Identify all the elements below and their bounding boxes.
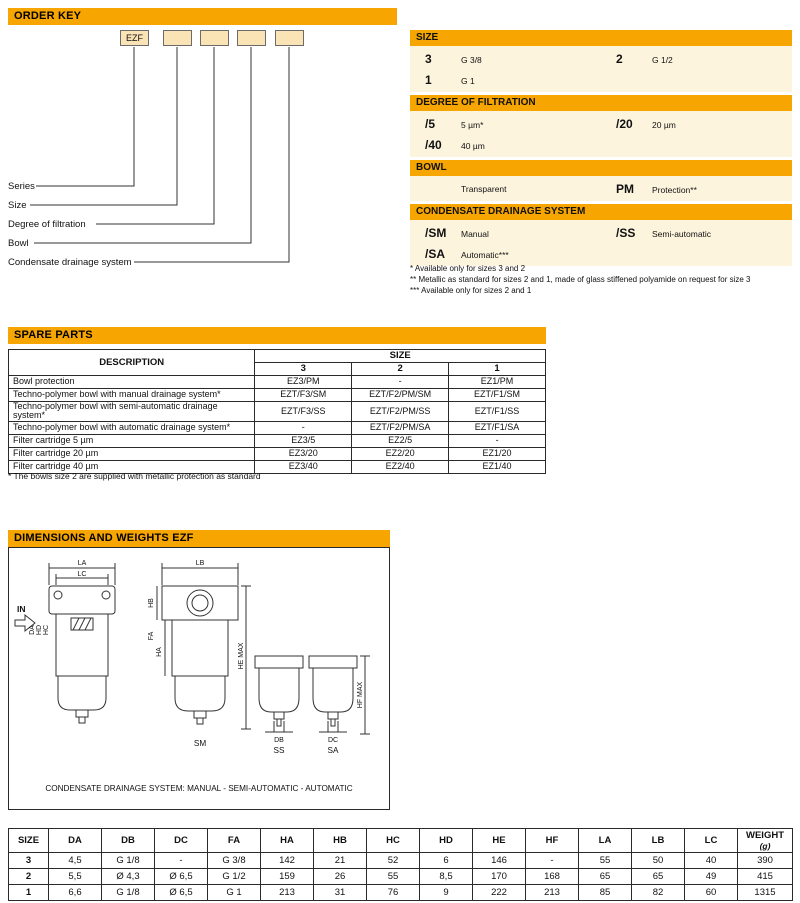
spare-parts-col-size: SIZE — [255, 350, 546, 363]
spare-parts-row — [9, 402, 546, 422]
dim-da-label: DA — [29, 625, 36, 635]
filtration-option — [601, 117, 792, 131]
order-key-bowl-box — [237, 30, 266, 46]
dim-cell: 49 — [685, 869, 738, 885]
bowl-section-header: BOWL — [410, 160, 792, 176]
dim-cell: 213 — [261, 885, 314, 901]
dimensions-table-row — [9, 869, 793, 885]
filtration-option-code: /40 — [425, 137, 442, 152]
dim-cell: Ø 6,5 — [155, 885, 208, 901]
filtration-option-value: 5 µm* — [461, 119, 484, 130]
bowl-row — [410, 178, 792, 199]
dim-cell: 9 — [420, 885, 473, 901]
size-option-value: G 3/8 — [461, 54, 482, 65]
spare-part-code: EZ1/20 — [449, 447, 546, 460]
dimensions-table-row — [9, 885, 793, 901]
filtration-row — [410, 134, 792, 155]
size-row — [410, 69, 792, 90]
dim-col-header: HF — [526, 829, 579, 853]
dim-cell-size: 1 — [9, 885, 49, 901]
dim-col-header-weight — [738, 829, 793, 853]
spare-part-code: EZ2/40 — [352, 460, 449, 473]
spare-part-code: EZT/F1/SS — [449, 402, 546, 422]
variant-sm-label: SM — [193, 739, 207, 748]
spare-parts-row — [9, 421, 546, 434]
footnote-2: ** Metallic as standard for sizes 2 and 1, made of glass stiffened polyamide on request for size 3 — [410, 275, 751, 284]
filter-front-view — [49, 563, 115, 723]
dim-cell: G 1/8 — [102, 853, 155, 869]
spare-parts-row — [9, 434, 546, 447]
bowl-option-value: Protection** — [652, 184, 697, 195]
size-option-value: G 1 — [461, 75, 475, 86]
dimensions-table-row — [9, 853, 793, 869]
filtration-option-value: 20 µm — [652, 119, 676, 130]
dim-col-header: SIZE — [9, 829, 49, 853]
drainage-option-code: /SS — [616, 225, 636, 240]
dim-col-header: HC — [367, 829, 420, 853]
dim-cell: G 1 — [208, 885, 261, 901]
dim-cell: 26 — [314, 869, 367, 885]
spare-part-code: EZT/F2/PM/SM — [352, 389, 449, 402]
dim-cell: 8,5 — [420, 869, 473, 885]
filtration-row — [410, 113, 792, 134]
filter-side-view — [157, 563, 251, 729]
dim-cell: 40 — [685, 853, 738, 869]
dim-hb-label: HB — [148, 598, 155, 608]
dim-cell-size: 2 — [9, 869, 49, 885]
order-key-label-bowl: Bowl — [8, 238, 29, 249]
spare-parts-footnote: * The bowls size 2 are supplied with metallic protection as standard — [8, 471, 261, 481]
order-key-drainage-box — [275, 30, 304, 46]
drainage-option-value: Semi-automatic — [652, 228, 712, 239]
spare-part-description: Filter cartridge 40 µm — [9, 460, 255, 473]
size-option — [601, 52, 792, 66]
spare-part-code: EZ2/20 — [352, 447, 449, 460]
drainage-option-value: Manual — [461, 228, 489, 239]
spare-part-code: EZT/F1/SA — [449, 421, 546, 434]
dim-cell: 76 — [367, 885, 420, 901]
order-key-footnotes — [410, 263, 798, 296]
dimension-drawing — [9, 548, 389, 809]
dim-cell: 222 — [473, 885, 526, 901]
filtration-option-code: /20 — [616, 116, 633, 131]
weight-unit: (g) — [759, 841, 771, 851]
dim-col-header: LC — [685, 829, 738, 853]
dim-cell: 5,5 — [49, 869, 102, 885]
spare-part-code: EZT/F3/SM — [255, 389, 352, 402]
dim-col-header: LB — [632, 829, 685, 853]
spare-parts-size-1: 1 — [449, 363, 546, 376]
dim-cell: G 3/8 — [208, 853, 261, 869]
filtration-option — [410, 117, 601, 131]
bowl-option-value: Transparent — [461, 183, 507, 194]
drainage-row — [410, 243, 792, 264]
size-option — [410, 52, 601, 66]
dim-col-header: DC — [155, 829, 208, 853]
dim-ha-label: HA — [156, 647, 163, 657]
spare-part-code: EZ1/PM — [449, 376, 546, 389]
drawing-caption: CONDENSATE DRAINAGE SYSTEM: MANUAL - SEMI-AUTOMATIC - AUTOMATIC — [45, 784, 353, 793]
variant-sa-label: SA — [327, 746, 339, 755]
spare-part-code: EZ3/5 — [255, 434, 352, 447]
dim-cell: 168 — [526, 869, 579, 885]
dim-cell: 146 — [473, 853, 526, 869]
size-section-body — [410, 46, 792, 92]
spare-part-code: EZT/F2/PM/SA — [352, 421, 449, 434]
drainage-option-value: Automatic*** — [461, 249, 509, 260]
bowl-option — [601, 182, 792, 196]
dim-cell: Ø 4,3 — [102, 869, 155, 885]
spare-parts-col-description: DESCRIPTION — [9, 350, 255, 376]
order-key-header: ORDER KEY — [8, 8, 397, 25]
dim-col-header: DA — [49, 829, 102, 853]
bowl-option-code: PM — [616, 181, 634, 196]
spare-part-code: EZT/F3/SS — [255, 402, 352, 422]
dim-cell: G 1/2 — [208, 869, 261, 885]
bowl-option — [410, 184, 601, 194]
dim-cell: 159 — [261, 869, 314, 885]
spare-parts-row — [9, 376, 546, 389]
dim-cell: 55 — [367, 869, 420, 885]
dim-cell: 170 — [473, 869, 526, 885]
spare-part-code: EZ3/40 — [255, 460, 352, 473]
filtration-option-value: 40 µm — [461, 140, 485, 151]
filtration-option — [410, 138, 601, 152]
spare-part-code: EZ2/5 — [352, 434, 449, 447]
order-key-label-size: Size — [8, 200, 27, 211]
spare-part-code: EZ3/20 — [255, 447, 352, 460]
dim-la-label: LA — [77, 560, 87, 567]
dimensions-table-header-row — [9, 829, 793, 853]
dim-cell: 4,5 — [49, 853, 102, 869]
spare-part-code: - — [255, 421, 352, 434]
order-key-options — [410, 30, 792, 266]
dim-hd-label: HD — [36, 624, 43, 636]
order-key-size-box — [163, 30, 192, 46]
order-key-label-drainage: Condensate drainage system — [8, 257, 132, 268]
filtration-section-body — [410, 111, 792, 157]
dim-lb-label: LB — [195, 560, 205, 567]
size-row — [410, 48, 792, 69]
weight-label: WEIGHT — [746, 830, 784, 841]
spare-parts-table — [8, 349, 546, 474]
dim-col-header: HB — [314, 829, 367, 853]
filtration-section-header: DEGREE OF FILTRATION — [410, 95, 792, 111]
dim-cell: 6,6 — [49, 885, 102, 901]
drainage-option — [410, 247, 601, 261]
dim-cell: 55 — [579, 853, 632, 869]
dimension-drawing-panel — [8, 547, 390, 810]
dim-hc-label: HC — [43, 624, 50, 636]
spare-part-description: Techno-polymer bowl with automatic drainage system* — [9, 421, 255, 434]
dim-cell: 60 — [685, 885, 738, 901]
dim-cell-weight: 1315 — [738, 885, 793, 901]
dim-cell: 82 — [632, 885, 685, 901]
spare-part-code: - — [449, 434, 546, 447]
dim-hf-max-label: HF MAX — [357, 681, 364, 709]
size-section-header: SIZE — [410, 30, 792, 46]
drainage-section-header: CONDENSATE DRAINAGE SYSTEM — [410, 204, 792, 220]
dim-cell: - — [155, 853, 208, 869]
dim-cell: 52 — [367, 853, 420, 869]
spare-part-description: Filter cartridge 5 µm — [9, 434, 255, 447]
size-option-code: 2 — [616, 51, 623, 66]
filtration-option-code: /5 — [425, 116, 436, 131]
dim-dc-label: DC — [327, 737, 339, 744]
spare-part-description: Filter cartridge 20 µm — [9, 447, 255, 460]
dim-cell: - — [526, 853, 579, 869]
spare-parts-row — [9, 389, 546, 402]
spare-parts-row — [9, 447, 546, 460]
drainage-option-code: /SM — [425, 225, 447, 240]
size-option-code: 1 — [425, 72, 432, 87]
drainage-row — [410, 222, 792, 243]
drainage-option — [410, 226, 601, 240]
spare-part-code: EZ3/PM — [255, 376, 352, 389]
dim-col-header: FA — [208, 829, 261, 853]
dim-cell: 85 — [579, 885, 632, 901]
dim-col-header: HD — [420, 829, 473, 853]
drainage-option-code: /SA — [425, 246, 446, 261]
order-key-filtration-box — [200, 30, 229, 46]
dim-cell: 6 — [420, 853, 473, 869]
dim-cell: 31 — [314, 885, 367, 901]
dim-he-max-label: HE MAX — [238, 642, 245, 670]
dim-col-header: HE — [473, 829, 526, 853]
spare-part-code: EZ1/40 — [449, 460, 546, 473]
spare-parts-size-2: 2 — [352, 363, 449, 376]
spare-part-description: Techno-polymer bowl with manual drainage system* — [9, 389, 255, 402]
dim-col-header: DB — [102, 829, 155, 853]
dim-cell-weight: 390 — [738, 853, 793, 869]
dim-cell: 142 — [261, 853, 314, 869]
dim-cell: 65 — [579, 869, 632, 885]
spare-part-code: - — [352, 376, 449, 389]
dim-col-header: LA — [579, 829, 632, 853]
in-label: IN — [17, 604, 26, 614]
dim-cell: 65 — [632, 869, 685, 885]
size-option-code: 3 — [425, 51, 432, 66]
order-key-label-filtration: Degree of filtration — [8, 219, 86, 230]
spare-part-description: Techno-polymer bowl with semi-automatic drainage system* — [9, 402, 255, 422]
order-key-series-box: EZF — [120, 30, 149, 46]
spare-parts-header-row — [9, 350, 546, 363]
spare-part-description: Bowl protection — [9, 376, 255, 389]
size-option — [410, 73, 601, 87]
dim-col-header: HA — [261, 829, 314, 853]
dim-cell-size: 3 — [9, 853, 49, 869]
dim-cell: Ø 6,5 — [155, 869, 208, 885]
dim-cell: 213 — [526, 885, 579, 901]
dim-fa-label: FA — [148, 631, 155, 641]
drainage-section-body — [410, 220, 792, 266]
bowl-ss-drawing — [255, 656, 303, 732]
dimensions-header: DIMENSIONS AND WEIGHTS EZF — [8, 530, 390, 547]
size-option-value: G 1/2 — [652, 54, 673, 65]
variant-ss-label: SS — [273, 746, 285, 755]
dim-cell: 21 — [314, 853, 367, 869]
dim-db-label: DB — [274, 737, 284, 744]
spare-parts-header: SPARE PARTS — [8, 327, 546, 344]
drainage-option — [601, 226, 792, 240]
dim-cell: G 1/8 — [102, 885, 155, 901]
footnote-1: * Available only for sizes 3 and 2 — [410, 264, 526, 273]
dimensions-table — [8, 828, 793, 901]
footnote-3: *** Available only for sizes 2 and 1 — [410, 286, 532, 295]
spare-parts-size-3: 3 — [255, 363, 352, 376]
dim-cell-weight: 415 — [738, 869, 793, 885]
bowl-section-body — [410, 176, 792, 201]
dim-lc-label: LC — [77, 571, 87, 578]
dim-cell: 50 — [632, 853, 685, 869]
spare-part-code: EZT/F2/PM/SS — [352, 402, 449, 422]
spare-part-code: EZT/F1/SM — [449, 389, 546, 402]
order-key-label-series: Series — [8, 181, 35, 192]
